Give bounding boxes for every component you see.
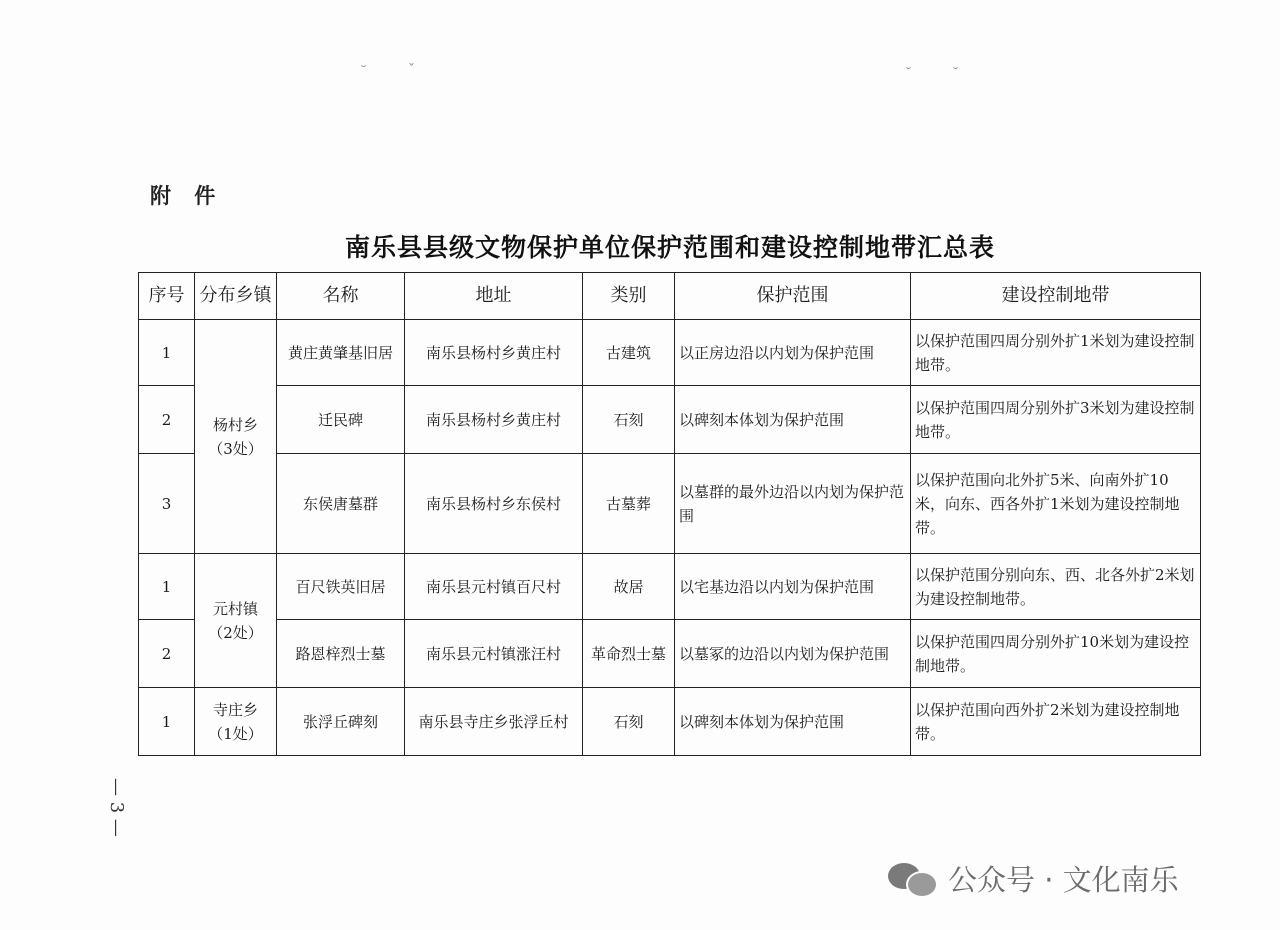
table-row [139, 688, 1201, 756]
cell-control: 以保护范围四周分别外扩3米划为建设控制地带。 [911, 386, 1201, 454]
town-count: （2处） [208, 623, 263, 642]
document-title: 南乐县县级文物保护单位保护范围和建设控制地带汇总表 [344, 233, 995, 262]
cell-no: 1 [139, 554, 195, 620]
watermark-text: 公众号 · 文化南乐 [948, 863, 1179, 897]
cell-protection: 以墓冢的边沿以内划为保护范围 [675, 620, 911, 688]
cell-control: 以保护范围四周分别外扩1米划为建设控制地带。 [911, 320, 1201, 386]
cell-protection: 以碑刻本体划为保护范围 [675, 688, 911, 756]
table-row [139, 320, 1201, 386]
header-category: 类别 [583, 273, 675, 320]
cell-protection: 以宅基边沿以内划为保护范围 [675, 554, 911, 620]
cell-name: 黄庄黄肇基旧居 [277, 320, 405, 386]
table-row [139, 386, 1201, 454]
cell-address: 南乐县杨村乡黄庄村 [405, 320, 583, 386]
cell-address: 南乐县杨村乡东侯村 [405, 454, 583, 554]
header-protection: 保护范围 [675, 273, 911, 320]
cell-no: 2 [139, 620, 195, 688]
cell-no: 3 [139, 454, 195, 554]
cell-category: 故居 [583, 554, 675, 620]
town-name: 寺庄乡 [212, 700, 258, 719]
town-count: （1处） [208, 724, 263, 743]
cell-name: 张浮丘碑刻 [277, 688, 405, 756]
table-row [139, 554, 1201, 620]
cell-address: 南乐县元村镇涨汪村 [405, 620, 583, 688]
cell-no: 1 [139, 688, 195, 756]
cell-protection: 以碑刻本体划为保护范围 [675, 386, 911, 454]
cell-category: 石刻 [583, 386, 675, 454]
cell-control: 以保护范围向北外扩5米、向南外扩10米，向东、西各外扩1米划为建设控制地带。 [911, 454, 1201, 554]
cell-address: 南乐县杨村乡黄庄村 [405, 386, 583, 454]
cell-address: 南乐县元村镇百尺村 [405, 554, 583, 620]
summary-table [138, 272, 1201, 756]
header-name: 名称 [277, 273, 405, 320]
cell-town [195, 688, 277, 756]
cell-no: 1 [139, 320, 195, 386]
attachment-label: 附 件 [150, 184, 224, 208]
cell-name: 路恩梓烈士墓 [277, 620, 405, 688]
cell-category: 古建筑 [583, 320, 675, 386]
cell-control: 以保护范围分别向东、西、北各外扩2米划为建设控制地带。 [911, 554, 1201, 620]
cell-name: 迁民碑 [277, 386, 405, 454]
cell-town [195, 554, 277, 688]
cell-control: 以保护范围向西外扩2米划为建设控制地带。 [911, 688, 1201, 756]
cell-protection: 以墓群的最外边沿以内划为保护范围 [675, 454, 911, 554]
cell-name: 百尺铁英旧居 [277, 554, 405, 620]
header-address: 地址 [405, 273, 583, 320]
cell-category: 革命烈士墓 [583, 620, 675, 688]
page-number: — 3 — [106, 778, 127, 837]
cell-address: 南乐县寺庄乡张浮丘村 [405, 688, 583, 756]
cell-category: 石刻 [583, 688, 675, 756]
wechat-icon [888, 859, 938, 899]
header-town: 分布乡镇 [195, 273, 277, 320]
scan-speck: ˘ [952, 66, 959, 82]
table-row [139, 620, 1201, 688]
town-count: （3处） [208, 439, 263, 458]
cell-town [195, 320, 277, 554]
cell-category: 古墓葬 [583, 454, 675, 554]
cell-no: 2 [139, 386, 195, 454]
scan-speck: ˘ [360, 64, 367, 80]
cell-protection: 以正房边沿以内划为保护范围 [675, 320, 911, 386]
scan-speck: ˇ [408, 62, 415, 78]
header-control: 建设控制地带 [911, 273, 1201, 320]
header-no: 序号 [139, 273, 195, 320]
header-row [139, 273, 1201, 320]
watermark [888, 858, 1179, 899]
scan-speck: ˘ [905, 66, 912, 82]
town-name: 杨村乡 [212, 415, 258, 434]
town-name: 元村镇 [212, 599, 258, 618]
table-row [139, 454, 1201, 554]
cell-control: 以保护范围四周分别外扩10米划为建设控制地带。 [911, 620, 1201, 688]
cell-name: 东侯唐墓群 [277, 454, 405, 554]
